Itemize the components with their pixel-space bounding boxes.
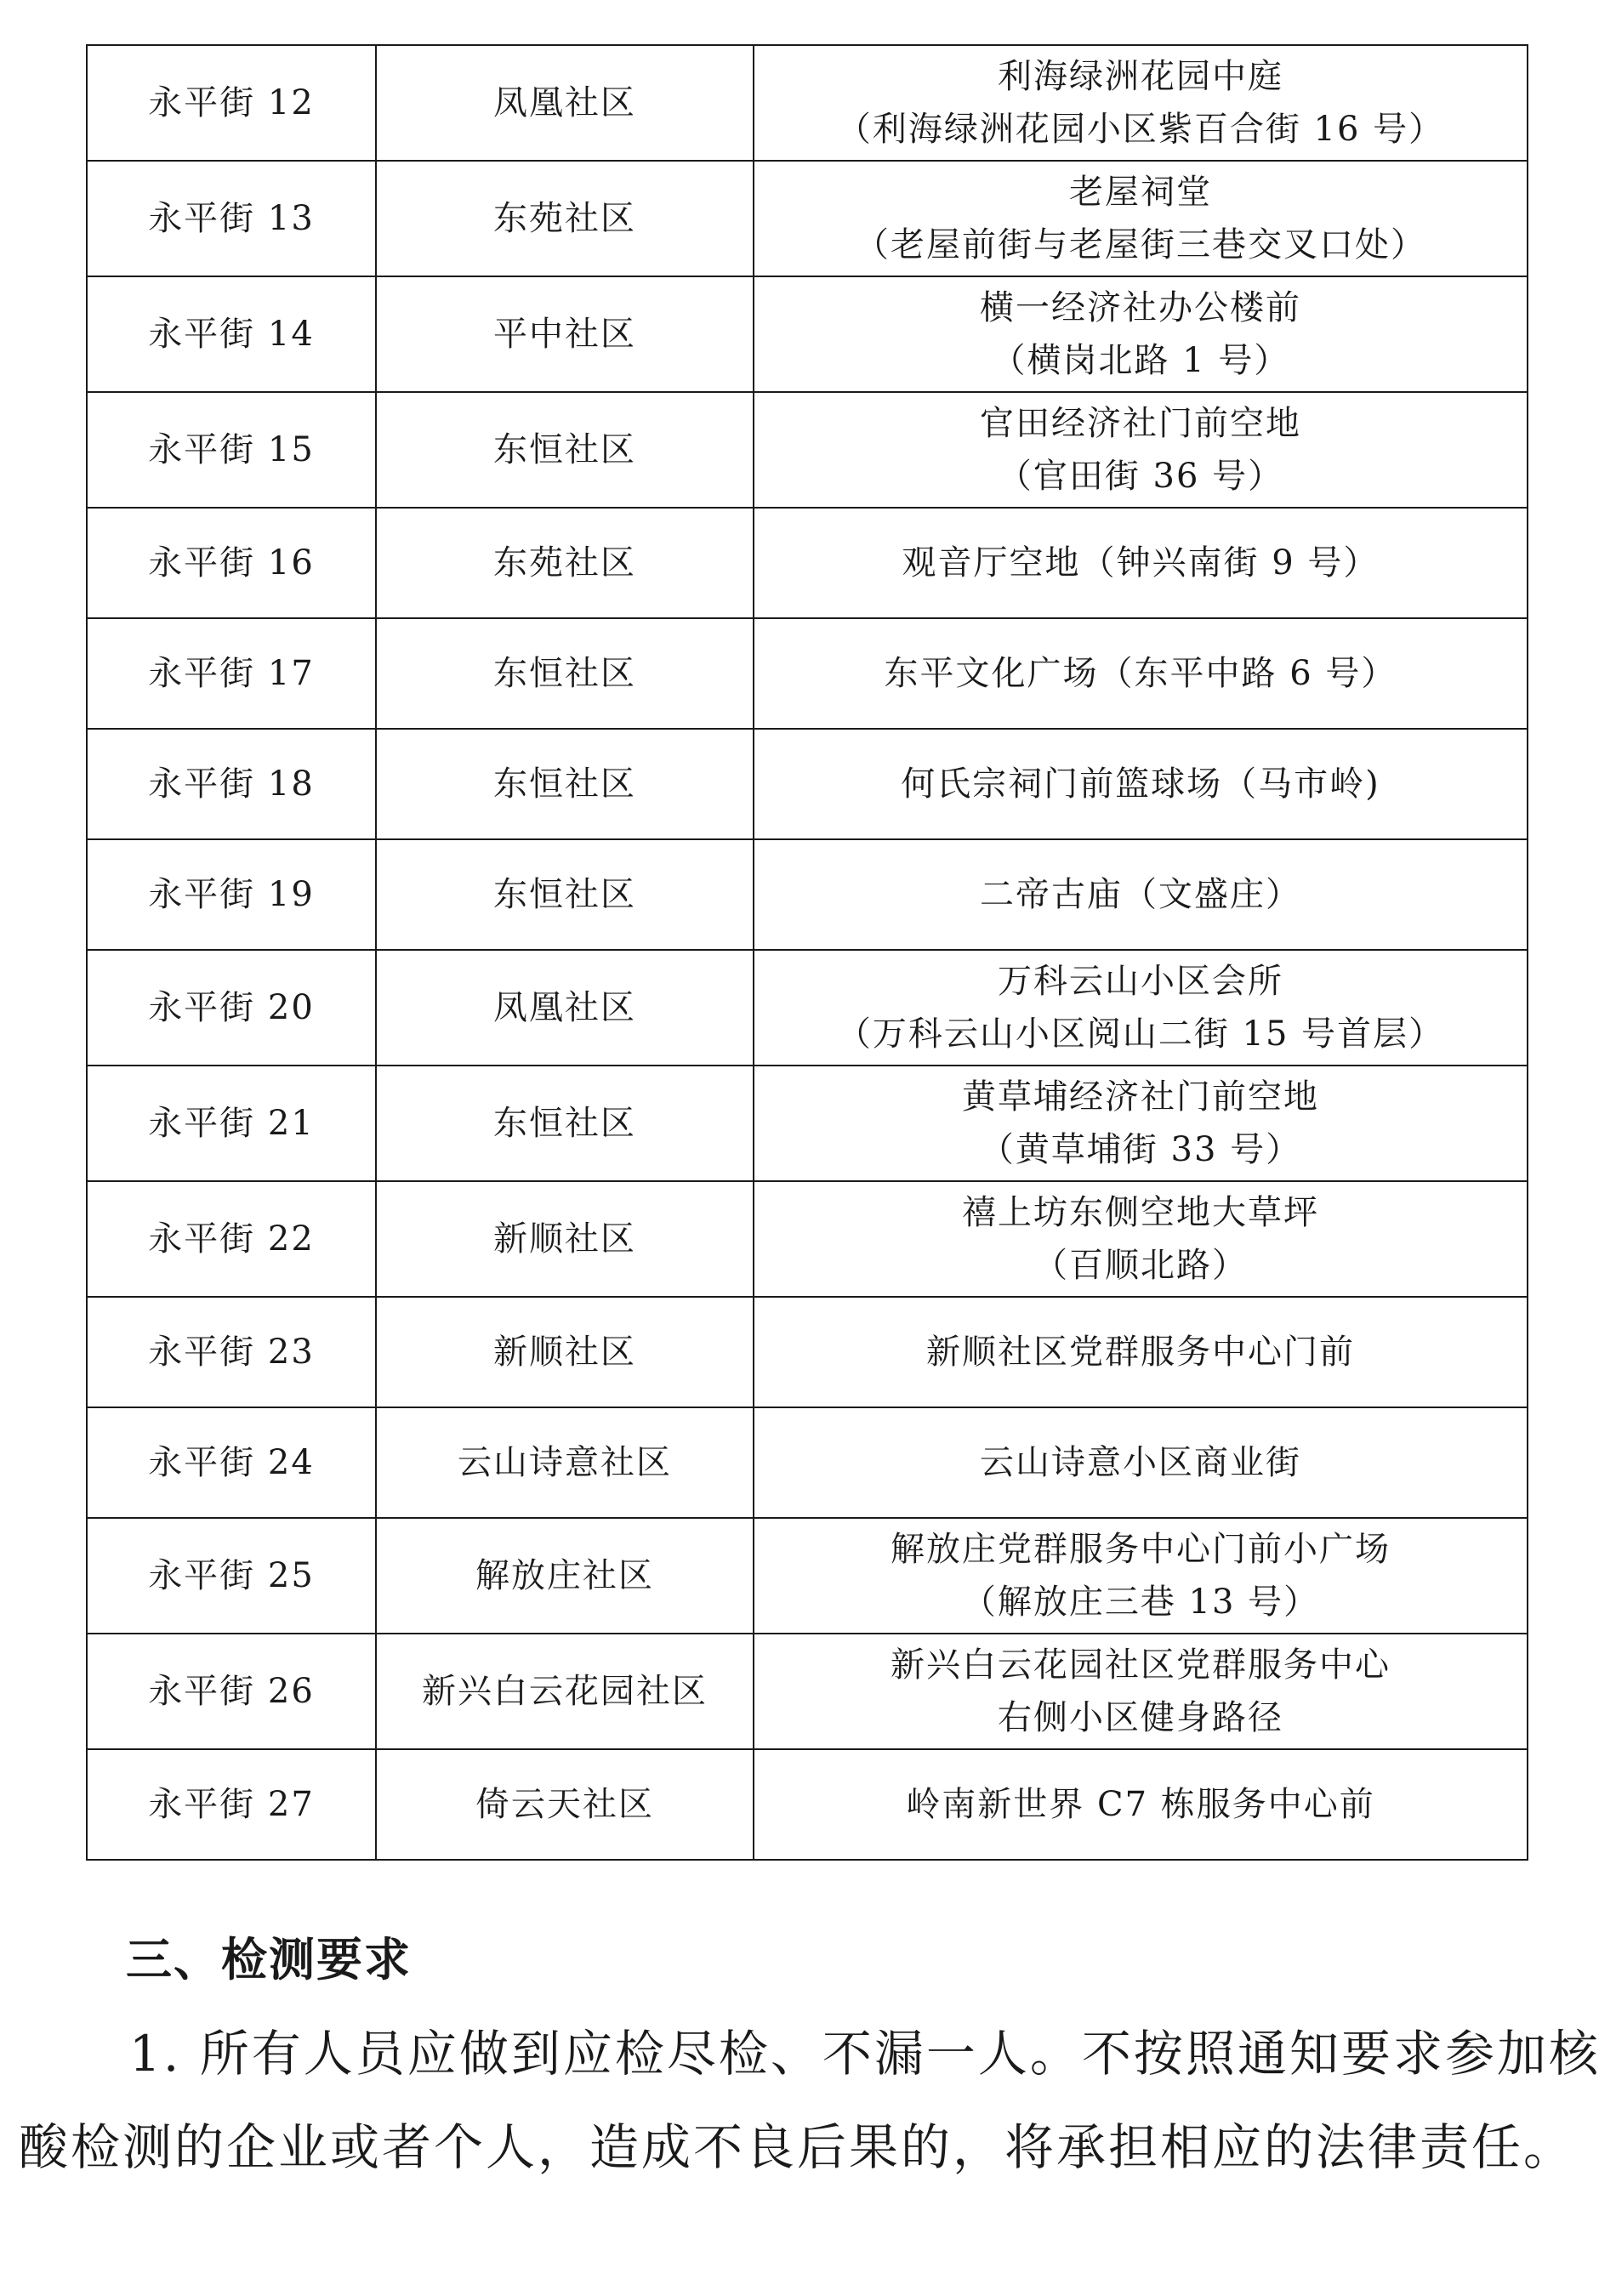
table-row [87, 729, 1528, 839]
location-line: 利海绿洲花园中庭 [998, 57, 1283, 96]
location-line: 何氏宗祠门前篮球场（马市岭) [901, 764, 1380, 804]
location-line: 东平文化广场（东平中路 6 号） [884, 654, 1397, 693]
community-cell: 平中社区 [376, 276, 754, 392]
location-line: （解放庄三巷 13 号） [961, 1583, 1320, 1622]
community-cell: 凤凰社区 [376, 45, 754, 161]
location-line: 新兴白云花园社区党群服务中心 [891, 1645, 1391, 1685]
community-cell: 新顺社区 [376, 1181, 754, 1297]
location-line: 右侧小区健身路径 [998, 1698, 1283, 1737]
location-line: （利海绿洲花园小区紫百合街 16 号） [836, 110, 1445, 149]
site-point-cell: 永平街 25 [87, 1518, 376, 1634]
community-cell: 东恒社区 [376, 618, 754, 729]
community-cell: 凤凰社区 [376, 950, 754, 1066]
community-cell: 东苑社区 [376, 508, 754, 618]
location-line: 云山诗意小区商业街 [980, 1443, 1301, 1482]
community-cell: 东恒社区 [376, 729, 754, 839]
table-row [87, 276, 1528, 392]
table-row [87, 1066, 1528, 1181]
location-cell [754, 729, 1528, 839]
location-cell [754, 950, 1528, 1066]
location-line: 万科云山小区会所 [998, 962, 1283, 1001]
site-point-cell: 永平街 21 [87, 1066, 376, 1181]
community-cell: 东恒社区 [376, 839, 754, 950]
requirement-paragraph: 1. 所有人员应做到应检尽检、不漏一人。不按照通知要求参加核酸检测的企业或者个人，造成不良后果的，将承担相应的法律责任。 [19, 2025, 1601, 2176]
site-point-cell: 永平街 17 [87, 618, 376, 729]
community-cell: 倚云天社区 [376, 1749, 754, 1860]
location-line: （万科云山小区阅山二街 15 号首层） [836, 1014, 1445, 1054]
location-line: 解放庄党群服务中心门前小广场 [891, 1530, 1391, 1569]
location-line: （老屋前街与老屋街三巷交叉口处） [855, 225, 1426, 264]
location-cell [754, 276, 1528, 392]
location-cell [754, 508, 1528, 618]
table-row [87, 392, 1528, 508]
table-row [87, 1407, 1528, 1518]
location-cell [754, 1066, 1528, 1181]
location-cell [754, 618, 1528, 729]
location-line: 禧上坊东侧空地大草坪 [962, 1193, 1319, 1232]
site-point-cell: 永平街 26 [87, 1634, 376, 1749]
table-row [87, 1749, 1528, 1860]
site-point-cell: 永平街 27 [87, 1749, 376, 1860]
location-cell [754, 1297, 1528, 1407]
location-cell [754, 45, 1528, 161]
location-line: （横岗北路 1 号） [991, 341, 1290, 380]
site-point-cell: 永平街 19 [87, 839, 376, 950]
section-heading: 三、检测要求 [126, 1933, 412, 1986]
table-row [87, 161, 1528, 276]
location-line: 横一经济社办公楼前 [980, 288, 1301, 327]
site-point-cell: 永平街 18 [87, 729, 376, 839]
location-line: （百顺北路） [1033, 1246, 1248, 1285]
community-cell: 东恒社区 [376, 392, 754, 508]
site-point-cell: 永平街 22 [87, 1181, 376, 1297]
table-row [87, 1634, 1528, 1749]
location-cell [754, 161, 1528, 276]
community-cell: 新兴白云花园社区 [376, 1634, 754, 1749]
table-body [87, 45, 1528, 1860]
location-cell [754, 1518, 1528, 1634]
site-point-cell: 永平街 13 [87, 161, 376, 276]
table-row [87, 618, 1528, 729]
table-row [87, 1518, 1528, 1634]
location-cell [754, 1407, 1528, 1518]
location-cell [754, 1749, 1528, 1860]
location-cell [754, 1634, 1528, 1749]
location-cell [754, 392, 1528, 508]
table-row [87, 950, 1528, 1066]
table-row [87, 508, 1528, 618]
testing-sites-table [86, 44, 1528, 1861]
site-point-cell: 永平街 12 [87, 45, 376, 161]
site-point-cell: 永平街 23 [87, 1297, 376, 1407]
location-line: 新顺社区党群服务中心门前 [926, 1333, 1355, 1372]
site-point-cell: 永平街 16 [87, 508, 376, 618]
location-line: 黄草埔经济社门前空地 [962, 1077, 1319, 1117]
community-cell: 解放庄社区 [376, 1518, 754, 1634]
location-line: 官田经济社门前空地 [980, 404, 1301, 443]
location-cell [754, 1181, 1528, 1297]
location-line: （官田街 36 号） [997, 457, 1284, 496]
location-line: 岭南新世界 C7 栋服务中心前 [906, 1785, 1375, 1824]
table-row [87, 1181, 1528, 1297]
site-point-cell: 永平街 20 [87, 950, 376, 1066]
location-line: （黄草埔街 33 号） [979, 1130, 1302, 1169]
site-point-cell: 永平街 15 [87, 392, 376, 508]
table-row [87, 839, 1528, 950]
location-line: 观音厅空地（钟兴南街 9 号） [902, 543, 1380, 583]
site-point-cell: 永平街 14 [87, 276, 376, 392]
location-line: 老屋祠堂 [1069, 173, 1212, 212]
table-row [87, 1297, 1528, 1407]
community-cell: 东恒社区 [376, 1066, 754, 1181]
location-cell [754, 839, 1528, 950]
community-cell: 新顺社区 [376, 1297, 754, 1407]
table-row [87, 45, 1528, 161]
site-point-cell: 永平街 24 [87, 1407, 376, 1518]
community-cell: 东苑社区 [376, 161, 754, 276]
location-line: 二帝古庙（文盛庄） [980, 875, 1301, 914]
community-cell: 云山诗意社区 [376, 1407, 754, 1518]
